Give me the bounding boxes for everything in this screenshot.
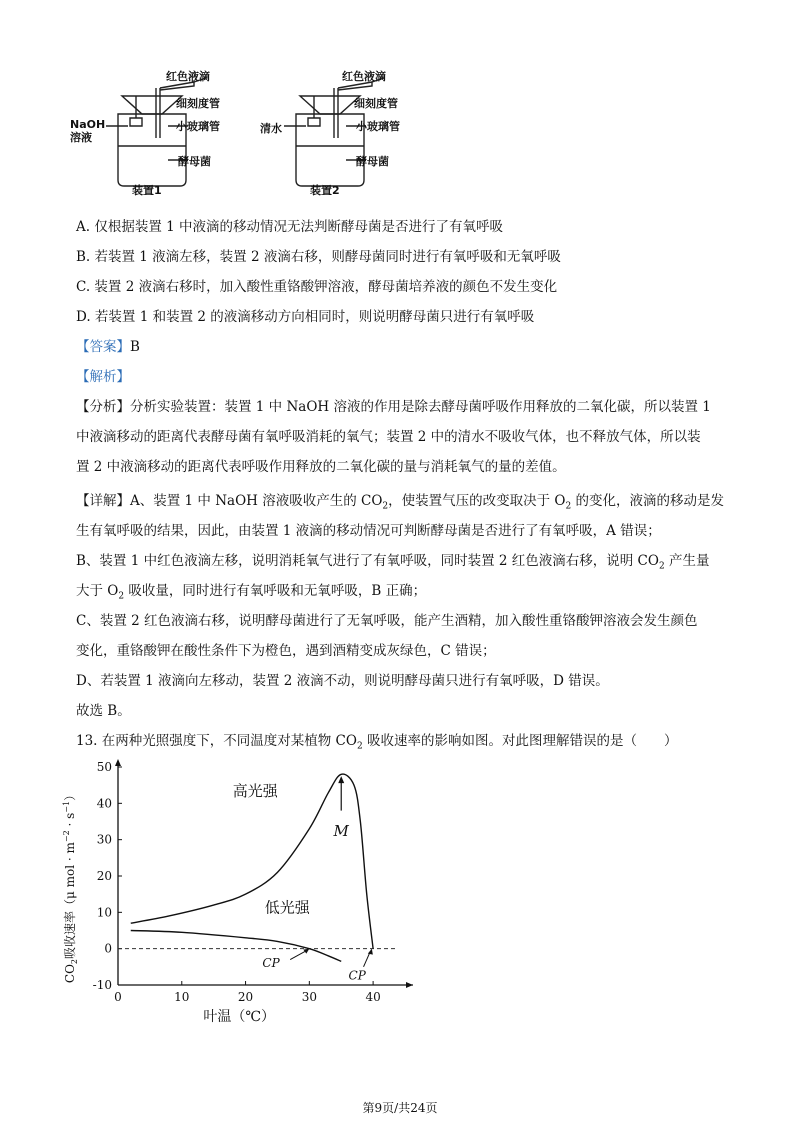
question-13-text-b: 吸收速率的影响如图。对此图理解错误的是（ ）	[362, 733, 678, 749]
peak-label: M	[333, 822, 349, 841]
answer-tag: 【答案】	[76, 339, 130, 355]
option-b: B. 若装置 1 液滴左移，装置 2 液滴右移，则酵母菌同时进行有氧呼吸和无氧呼吸	[76, 249, 561, 265]
y-tick-label: -10	[92, 978, 112, 992]
device2-label-yeast: 酵母菌	[356, 155, 389, 168]
y-label-sub: 2	[70, 958, 80, 965]
option-a: A. 仅根据装置 1 中液滴的移动情况无法判断酵母菌是否进行了有氧呼吸	[76, 219, 504, 235]
device2-label-small-tube: 小玻璃管	[356, 120, 400, 133]
conclusion-line: 故选 B。	[76, 703, 131, 719]
detail-line-7: D、若装置 1 液滴向左移动，装置 2 液滴不动，则说明酵母菌只进行有氧呼吸，D 错误。	[76, 673, 609, 689]
question-13-sub: 2	[356, 741, 363, 752]
answer-line	[76, 337, 140, 357]
co2-chart-svg	[60, 755, 420, 1030]
detail-text-1b: ，使装置气压的改变取决于 O	[388, 493, 566, 509]
y-label-d: ）	[62, 788, 77, 801]
cp2-arrow	[364, 952, 370, 967]
detail-line-5: C、装置 2 红色液滴右移，说明酵母菌进行了无氧呼吸，能产生酒精，加入酸性重铬酸钾溶液会发生颜色	[76, 613, 698, 629]
option-c: C. 装置 2 液滴右移时，加入酸性重铬酸钾溶液，酵母菌培养液的颜色不发生变化	[76, 279, 558, 295]
analysis-sub-tag: 【分析】	[76, 399, 130, 415]
device1-label-solution: NaOH 溶液	[70, 118, 106, 144]
y-label-sup1: −2	[61, 830, 71, 843]
y-label-c: · s	[62, 812, 77, 831]
x-tick-label: 10	[174, 990, 190, 1004]
cp1-arrow	[290, 951, 306, 960]
device1-label-red-drop: 红色液滴	[166, 70, 210, 83]
y-axis-arrow	[115, 759, 121, 766]
analysis-line-3: 置 2 中液滴移动的距离代表呼吸作用释放的二氧化碳的量与消耗氧气的量的差值。	[76, 459, 566, 475]
series-label-low-light: 低光强	[264, 898, 310, 917]
detail-text-1a: A、装置 1 中 NaOH 溶液吸收产生的 CO	[130, 493, 383, 509]
peak-arrowhead	[338, 776, 344, 783]
analysis-line-2: 中液滴移动的距离代表酵母菌有氧呼吸消耗的氧气；装置 2 中的清水不吸收气体，也不释放气体，所以装	[76, 429, 701, 445]
detail-line-1	[76, 491, 724, 517]
detail-text-1c: 的变化，液滴的移动是发	[571, 493, 725, 509]
x-tick-label: 0	[114, 990, 122, 1004]
apparatus-figure	[70, 68, 410, 198]
y-tick-label: 0	[104, 941, 112, 956]
answer-value: B	[130, 339, 140, 355]
y-label-a: CO	[62, 964, 77, 984]
analysis-heading	[76, 367, 130, 387]
y-tick-label: 10	[96, 905, 112, 920]
x-tick-label: 40	[365, 990, 381, 1004]
series-label-high-light: 高光强	[232, 782, 278, 801]
y-tick-label: 20	[96, 869, 112, 883]
y-tick-label: 30	[96, 832, 112, 847]
detail-sub-3: 2	[658, 561, 665, 572]
device2-label-solution: 清水	[260, 122, 282, 135]
detail-line-2: 生有氧呼吸的结果，因此，由装置 1 液滴的移动情况可判断酵母菌是否进行了有氧呼吸，A 错误；	[76, 523, 661, 539]
x-tick-label: 30	[301, 990, 317, 1004]
device1-label-small-tube: 小玻璃管	[176, 120, 220, 133]
page-footer: 第9页/共24页	[362, 1101, 438, 1115]
device1-caption: 装置1	[132, 184, 162, 197]
y-label-b: 吸收速率（μ mol · m	[62, 842, 77, 959]
detail-tag: 【详解】	[76, 493, 130, 509]
detail-line-4	[76, 581, 426, 607]
detail-sub-1: 2	[382, 501, 389, 512]
x-axis-label: 叶温（℃）	[203, 1009, 276, 1025]
detail-line-6: 变化，重铬酸钾在酸性条件下为橙色，遇到酒精变成灰绿色，C 错误；	[76, 643, 496, 659]
x-axis-arrow	[406, 982, 413, 988]
device1-label-yeast: 酵母菌	[178, 155, 211, 168]
cp1-label: CP	[262, 955, 280, 970]
co2-chart	[60, 755, 420, 1030]
analysis-line-1	[76, 397, 711, 417]
detail-text-3a: B、装置 1 中红色液滴左移，说明消耗氧气进行了有氧呼吸，同时装置 2 红色液滴右移，说明 CO	[76, 553, 659, 569]
detail-line-3	[76, 551, 709, 577]
analysis-tag: 【解析】	[76, 369, 130, 385]
detail-text-3b: 产生量	[664, 553, 710, 569]
device1-label-fine-tube: 细刻度管	[176, 97, 220, 110]
analysis-text-1: 分析实验装置：装置 1 中 NaOH 溶液的作用是除去酵母菌呼吸作用释放的二氧化碳，所以装置 1	[130, 399, 711, 415]
question-13-stem	[76, 731, 677, 757]
device2-caption: 装置2	[310, 184, 340, 197]
series-line-low-light	[131, 931, 341, 962]
option-d: D. 若装置 1 和装置 2 的液滴移动方向相同时，则说明酵母菌只进行有氧呼吸	[76, 309, 535, 325]
cp1-arrowhead	[303, 949, 309, 954]
detail-sub-4: 2	[118, 591, 125, 602]
device2-label-fine-tube: 细刻度管	[354, 97, 398, 110]
y-axis-label	[58, 771, 82, 1001]
detail-text-4a: 大于 O	[76, 583, 119, 599]
device2-label-red-drop: 红色液滴	[342, 70, 386, 83]
series-line-high-light	[131, 774, 373, 949]
y-tick-label: 50	[96, 760, 112, 774]
cp2-arrowhead	[368, 949, 373, 955]
detail-text-4b: 吸收量，同时进行有氧呼吸和无氧呼吸，B 正确；	[124, 583, 427, 599]
detail-sub-2: 2	[565, 501, 572, 512]
question-13-text-a: 13. 在两种光照强度下，不同温度对某植物 CO	[76, 733, 357, 749]
y-tick-label: 40	[96, 796, 112, 811]
x-tick-label: 20	[237, 990, 254, 1004]
cp2-label: CP	[348, 968, 366, 983]
y-label-sup2: −1	[61, 800, 71, 813]
